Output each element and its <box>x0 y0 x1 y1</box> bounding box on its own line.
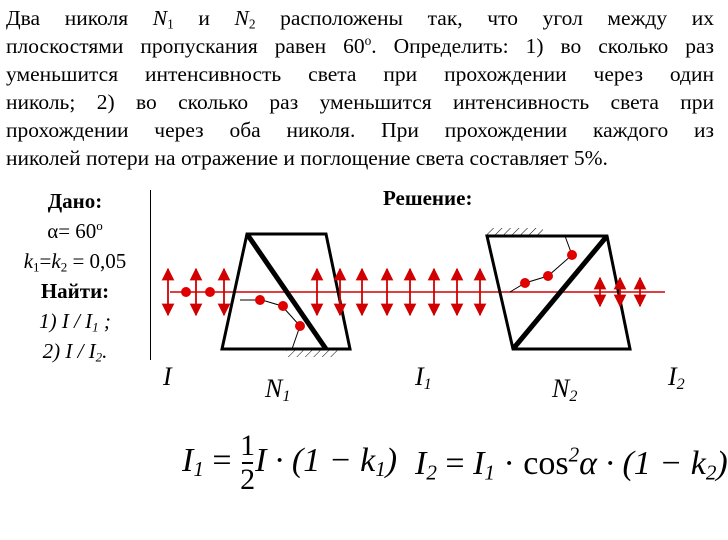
find-item-1: 1) I / $I_1$ ; <box>39 309 111 335</box>
problem-line: Два николя $N_1$ и $N_2$ расположены так, что угол между их <box>6 6 714 32</box>
problem-line: прохождении через оба николя. При прохождении каждого из <box>6 118 714 142</box>
find-title: Найти: <box>40 279 110 303</box>
given-title: Дано: <box>47 189 103 213</box>
label-I1: $I_1$ <box>415 362 432 394</box>
problem-line: николей потери на отражение и поглощение света составляет 5%. <box>6 146 608 170</box>
formula-I1: $I_1$ = $\frac{1}{2}$ $I \cdot (1 - k_1)$ <box>182 429 398 496</box>
label-N1: $N_1$ <box>265 374 291 406</box>
problem-line: уменьшится интенсивность света при прохождении через один <box>6 62 714 86</box>
problem-line: плоскостями пропускания равен 60$^o$. Определить: 1) во сколько раз <box>6 33 715 58</box>
given-k: $k_1=k_2 = 0,05$ <box>23 249 127 275</box>
find-item-2: 2) I / $I_2$. <box>42 339 108 365</box>
fraction-half: $\frac{1}{2}$ <box>240 429 256 496</box>
problem-line: николь; 2) во сколько раз уменьшится интенсивность света при <box>6 90 714 114</box>
label-I: I <box>163 362 172 391</box>
label-I2: $I_2$ <box>668 362 685 394</box>
given-alpha: $\alpha= 60^o$ <box>47 218 103 243</box>
label-N2: $N_2$ <box>552 374 578 406</box>
nicol-prism-1 <box>222 234 350 357</box>
solution-title: Решение: <box>383 186 473 210</box>
formula-I2: $I_2 = I_1 \cdot \cos^2\alpha \cdot (1 - k_2)$ <box>415 442 728 485</box>
nicol-prism-2 <box>487 228 630 349</box>
